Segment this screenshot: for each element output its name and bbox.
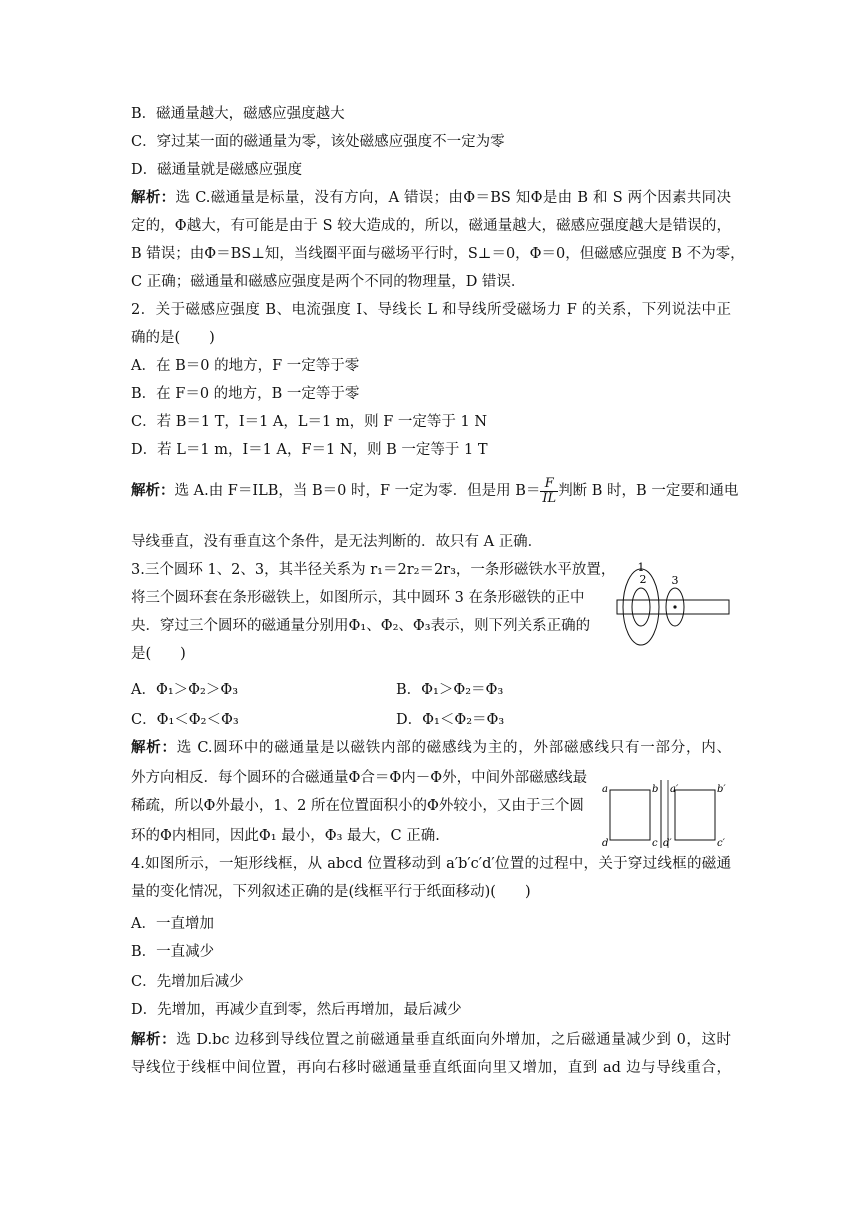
q4-option-d: D．先增加，再减少直到零，然后再增加，最后减少	[131, 1002, 462, 1018]
q4-option-a: A．一直增加	[131, 916, 214, 932]
q2-option-d: D．若 L＝1 m，I＝1 A，F＝1 N，则 B 一定等于 1 T	[131, 442, 488, 458]
label-b-prime: b′	[717, 784, 726, 795]
moving-frame-figure	[600, 778, 735, 850]
analysis-label: 解析：	[131, 189, 176, 206]
q3-option-c: C．Φ₁＜Φ₂＜Φ₃	[131, 712, 239, 728]
analysis-text: 选 D.bc 边移到导线位置之前磁通量垂直纸面向外增加，之后磁通量减少到 0，这时	[176, 1032, 732, 1048]
label-d: d	[602, 838, 609, 849]
label-c: c	[652, 838, 658, 849]
analysis-label: 解析：	[131, 739, 177, 756]
q4-option-b: B．一直减少	[131, 944, 215, 960]
q4-analysis-line-2: 导线位于线框中间位置，再向右移时磁通量垂直纸面向里又增加，直到 ad 边与导线重合，	[131, 1060, 731, 1076]
q1-option-b: B．磁通量越大，磁感应强度越大	[131, 106, 345, 122]
q3-analysis-line-2: 外方向相反．每个圆环的合磁通量Φ合＝Φ内－Φ外，中间外部磁感线最	[131, 770, 588, 786]
analysis-text: 选 C.圆环中的磁通量是以磁铁内部的磁感线为主的，外部磁感线只有一部分，内、	[176, 740, 731, 756]
label-a: a	[602, 784, 608, 795]
q3-stem-line-4: 是( )	[131, 646, 186, 662]
q1-option-d: D．磁通量就是磁感应强度	[131, 162, 303, 178]
analysis-text-cont: 判断 B 时，B 一定要和通电	[558, 483, 739, 499]
q3-analysis-line-4: 环的Φ内相同，因此Φ₁ 最小，Φ₃ 最大，C 正确.	[131, 828, 440, 844]
q4-stem-line-1: 4.如图所示，一矩形线框，从 abcd 位置移动到 a′b′c′d′位置的过程中，关于穿过线框的磁通	[131, 856, 731, 872]
magnet-rings-figure	[615, 562, 733, 648]
fraction-numerator: F	[540, 477, 558, 492]
q1-analysis-line-1	[131, 188, 731, 208]
fraction-denominator: IL	[542, 490, 557, 506]
q3-option-b: B．Φ₁＞Φ₂＝Φ₃	[396, 682, 504, 698]
analysis-text: 选 A.由 F＝ILB，当 B＝0 时，F 一定为零．但是用 B＝	[174, 483, 541, 499]
label-b: b	[652, 784, 659, 795]
q3-stem-line-3: 央．穿过三个圆环的磁通量分别用Φ₁、Φ₂、Φ₃表示，则下列关系正确的	[131, 618, 591, 634]
frame-a-prime	[675, 790, 715, 840]
q2-option-c: C．若 B＝1 T，I＝1 A，L＝1 m，则 F 一定等于 1 N	[131, 414, 488, 430]
magnet-center-dot	[673, 605, 676, 608]
q3-stem-line-1: 3.三个圆环 1、2、3，其半径关系为 r₁＝2r₂＝2r₃，一条形磁铁水平放置，	[131, 562, 616, 578]
q4-option-c: C．先增加后减少	[131, 974, 244, 990]
analysis-text: 选 C.磁通量是标量，没有方向，A 错误；由Φ＝BS 知Φ是由 B 和 S 两个因素共同决	[175, 190, 732, 206]
q2-stem-line-1: 2．关于磁感应强度 B、电流强度 I、导线长 L 和导线所受磁场力 F 的关系，下列说法中正	[131, 302, 731, 318]
analysis-label: 解析：	[131, 1031, 177, 1048]
q1-analysis-line-4: C 正确；磁通量和磁感应强度是两个不同的物理量，D 错误．	[131, 274, 526, 290]
q4-analysis-line-1	[131, 1030, 731, 1050]
analysis-label: 解析：	[131, 482, 175, 499]
label-d-prime: d′	[663, 838, 672, 849]
ring-label-1: 1	[637, 562, 645, 574]
label-c-prime: c′	[717, 838, 725, 849]
q1-analysis-line-2: 定的，Φ越大，有可能是由于 S 较大造成的，所以，磁通量越大，磁感应强度越大是错误的，	[131, 218, 731, 234]
q1-analysis-line-3: B 错误；由Φ＝BS⊥知，当线圈平面与磁场平行时，S⊥＝0，Φ＝0，但磁感应强度 B 不为零，	[131, 246, 745, 262]
q1-option-c: C．穿过某一面的磁通量为零，该处磁感应强度不一定为零	[131, 134, 505, 150]
q3-analysis-line-3: 稀疏，所以Φ外最小，1、2 所在位置面积小的Φ外较小，又由于三个圆	[131, 798, 584, 814]
label-a-prime: a′	[670, 784, 679, 795]
q2-analysis-line-1	[131, 476, 738, 506]
q3-stem-line-2: 将三个圆环套在条形磁铁上，如图所示，其中圆环 3 在条形磁铁的正中	[131, 590, 585, 606]
q3-option-d: D．Φ₁＜Φ₂＝Φ₃	[396, 712, 505, 728]
frame-abcd	[610, 790, 650, 840]
q2-option-b: B．在 F＝0 的地方，B 一定等于零	[131, 386, 360, 402]
ring-label-2: 2	[639, 573, 647, 586]
formula-fraction	[540, 477, 558, 506]
q4-stem-line-2: 量的变化情况，下列叙述正确的是(线框平行于纸面移动)( )	[131, 884, 531, 900]
q2-stem-line-2: 确的是( )	[131, 330, 215, 346]
q2-analysis-line-2: 导线垂直，没有垂直这个条件，是无法判断的．故只有 A 正确．	[131, 534, 543, 550]
ring-label-3: 3	[671, 574, 679, 587]
q2-option-a: A．在 B＝0 的地方，F 一定等于零	[131, 358, 360, 374]
q3-analysis-line-1	[131, 738, 731, 758]
q3-option-a: A．Φ₁＞Φ₂＞Φ₃	[131, 682, 239, 698]
